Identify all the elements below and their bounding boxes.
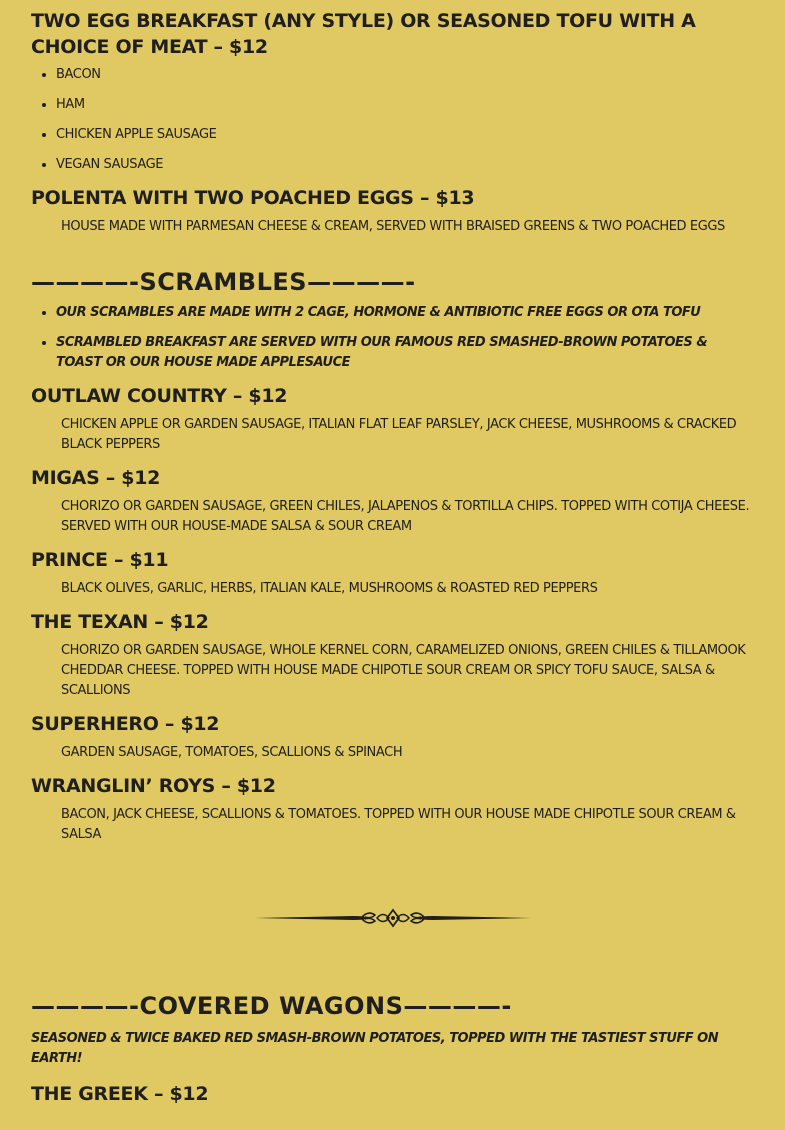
list-item: • OUR SCRAMBLES ARE MADE WITH 2 CAGE, HORMONE & ANTIBIOTIC FREE EGGS OR OTA TOFU bbox=[56, 303, 755, 323]
breakfast-title: TWO EGG BREAKFAST (ANY STYLE) OR SEASONED TOFU WITH A CHOICE OF MEAT – $12 bbox=[31, 10, 696, 58]
list-item: • BACON bbox=[56, 65, 755, 85]
ornamental-divider-icon bbox=[253, 907, 533, 929]
menu-item-description: CHORIZO OR GARDEN SAUSAGE, WHOLE KERNEL CORN, CARAMELIZED ONIONS, GREEN CHILES & TILLAMOOK CHEDDAR CHEESE. TOPPED WITH HOUSE MADE CHIPOTLE SOUR CREAM OR SPICY TOFU SAUCE, SALSA & SCALLIONS bbox=[61, 643, 746, 698]
menu-item-description: CHICKEN APPLE OR GARDEN SAUSAGE, ITALIAN FLAT LEAF PARSLEY, JACK CHEESE, MUSHROOMS & CRACKED BLACK PEPPERS bbox=[61, 417, 737, 452]
polenta-description: HOUSE MADE WITH PARMESAN CHEESE & CREAM, SERVED WITH BRAISED GREENS & TWO POACHED EGGS bbox=[61, 219, 725, 234]
menu-item-title: THE GREEK – $12 bbox=[31, 1083, 209, 1105]
meat-options bbox=[31, 65, 755, 175]
menu-item-title: THE TEXAN – $12 bbox=[31, 611, 209, 633]
menu-item-title: WRANGLIN’ ROYS – $12 bbox=[31, 775, 276, 797]
list-item: • HAM bbox=[56, 95, 755, 115]
covered-wagons-heading: ————-COVERED WAGONS————- bbox=[31, 992, 512, 1020]
menu-item-title: SUPERHERO – $12 bbox=[31, 713, 220, 735]
list-item: • CHICKEN APPLE SAUSAGE bbox=[56, 125, 755, 145]
polenta-title: POLENTA WITH TWO POACHED EGGS – $13 bbox=[31, 187, 475, 209]
list-item: • VEGAN SAUSAGE bbox=[56, 155, 755, 175]
list-item: • SCRAMBLED BREAKFAST ARE SERVED WITH OUR FAMOUS RED SMASHED-BROWN POTATOES & TOAST OR OUR HOUSE MADE APPLESAUCE bbox=[56, 333, 755, 373]
menu-item-description: BACON, JACK CHEESE, SCALLIONS & TOMATOES. TOPPED WITH OUR HOUSE MADE CHIPOTLE SOUR CREAM & SALSA bbox=[61, 807, 736, 842]
scrambles-heading: ————-SCRAMBLES————- bbox=[31, 268, 416, 296]
menu-item-description: CHORIZO OR GARDEN SAUSAGE, GREEN CHILES, JALAPENOS & TORTILLA CHIPS. TOPPED WITH COTIJA CHEESE. SERVED WITH OUR HOUSE-MADE SALSA & SOUR CREAM bbox=[61, 499, 750, 534]
menu-item-title: MIGAS – $12 bbox=[31, 467, 161, 489]
menu-item-title: OUTLAW COUNTRY – $12 bbox=[31, 385, 288, 407]
menu-item-description: BLACK OLIVES, GARLIC, HERBS, ITALIAN KALE, MUSHROOMS & ROASTED RED PEPPERS bbox=[61, 581, 598, 596]
scrambles-notes bbox=[31, 303, 755, 373]
menu-item-title: PRINCE – $11 bbox=[31, 549, 169, 571]
covered-wagons-note: SEASONED & TWICE BAKED RED SMASH-BROWN POTATOES, TOPPED WITH THE TASTIEST STUFF ON EARTH! bbox=[31, 1031, 719, 1066]
menu-item-description: GARDEN SAUSAGE, TOMATOES, SCALLIONS & SPINACH bbox=[61, 745, 403, 760]
